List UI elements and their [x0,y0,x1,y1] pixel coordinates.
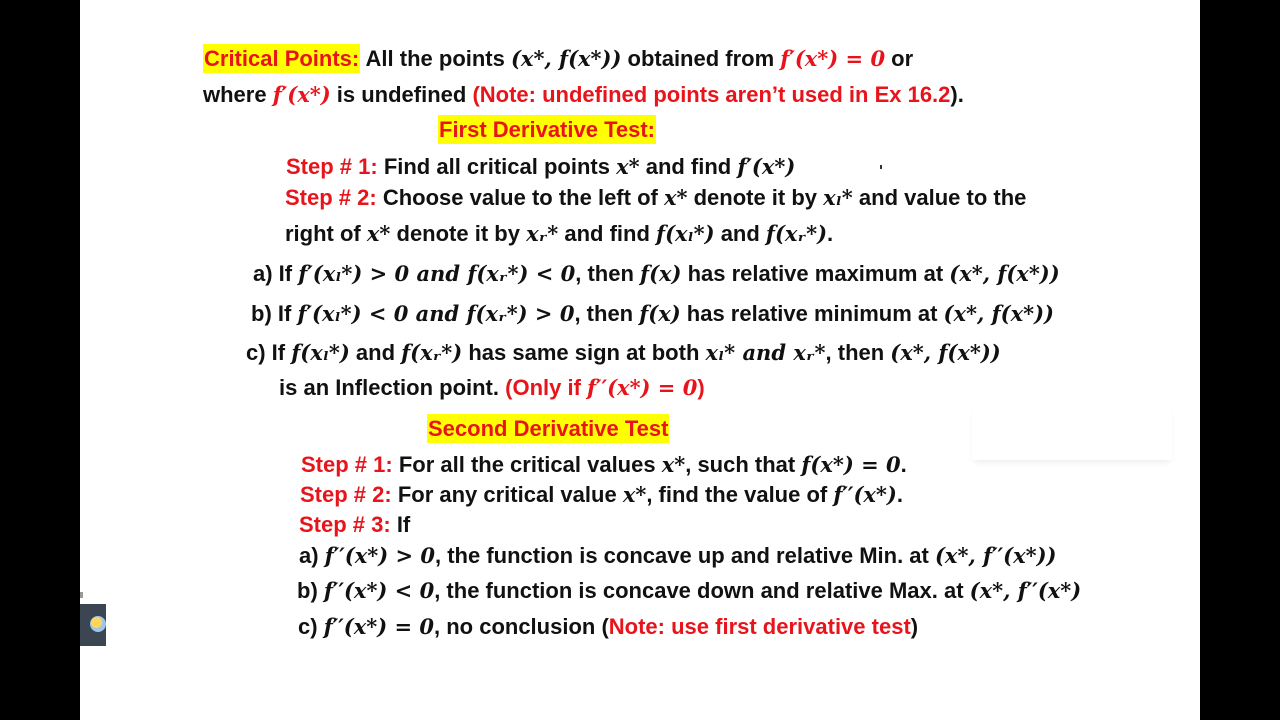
math-expression: (x*, f′′(x*)) [934,543,1057,568]
step-label: Step # 3: [299,512,391,537]
math-expression: f(x) [639,301,681,326]
note: (Only if [505,375,588,400]
math-expression: (x*, f(x*)) [890,340,1001,365]
math-expression: xᵣ* [526,221,559,246]
first-case-b [251,303,1054,325]
second-case-c [298,616,918,638]
text: , no conclusion ( [434,614,609,639]
text: and [714,221,766,246]
first-derivative-title [438,119,656,141]
math-expression: f′′(x*) > 0 [324,543,435,568]
first-step-2 [285,187,1026,209]
text: and [349,340,402,365]
text: , the function is concave up and relative Min. at [435,543,935,568]
text: . [827,221,834,246]
text: . [896,482,903,507]
second-step-3 [299,514,410,536]
critical-points-line-2 [203,84,964,106]
text: For any critical value [391,482,623,507]
math-expression: f(xᵣ*) [765,221,828,246]
second-derivative-title [427,418,669,440]
math-expression: f′(xₗ*) > 0 and f(xᵣ*) < 0 [298,261,576,286]
text: is an Inflection point. [279,375,506,400]
text: , then [574,301,640,326]
text: has relative minimum at [680,301,944,326]
text: obtained from [621,46,781,71]
math-expression: f′(x*) [737,154,796,179]
text: For all the critical values [392,452,662,477]
text: denote it by [390,221,527,246]
math-expression: x* [661,452,686,477]
math-expression: x* [616,154,640,179]
second-step-1 [301,454,907,476]
math-expression: xₗ* [823,185,853,210]
math-expression: f(x) [640,261,682,286]
text: a) [299,543,325,568]
text: c) If [246,340,292,365]
text: and find [639,154,738,179]
text: b) If [251,301,298,326]
note: (Note: undefined points aren’t used in Ex 16.2 [472,82,951,107]
math-expression: f′(xₗ*) < 0 and f(xᵣ*) > 0 [297,301,575,326]
math-expression: f(x*) = 0 [801,452,901,477]
text: , then [575,261,641,286]
step-label: Step # 1: [286,154,378,179]
math-expression: x* [622,482,647,507]
text: , find the value of [646,482,834,507]
text: Choose value to the left of [376,185,664,210]
overlay-box [972,405,1172,460]
math-expression: f(xᵣ*) [401,340,463,365]
math-expression: (x*, f(x*)) [943,301,1054,326]
first-case-c-continued [279,377,705,399]
critical-points-label: Critical Points: [204,46,360,71]
text: b) [297,578,324,603]
section-title: First Derivative Test: [439,117,656,142]
math-expression: f′(x*) [272,82,331,107]
math-expression: (x*, f(x*)) [510,46,622,71]
first-case-a [253,263,1060,285]
note: ) [697,375,705,400]
math-expression: x* [663,185,688,210]
step-label: Step # 1: [301,452,393,477]
section-title: Second Derivative Test [428,416,669,441]
first-step-2-continued [285,223,833,245]
step-label: Step # 2: [285,185,377,210]
text: ) [910,614,919,639]
text: where [203,82,273,107]
step-label: Step # 2: [300,482,392,507]
critical-points-line-1 [203,48,913,70]
text: is undefined [330,82,473,107]
math-expression: f′′(x*) = 0 [323,614,434,639]
cursor-mark [880,165,882,169]
text: All the points [360,46,511,71]
math-expression: f′′(x*) = 0 [587,375,698,400]
math-expression: f′′(x*) < 0 [323,578,435,603]
second-case-b [297,580,1081,602]
second-step-2 [300,484,903,506]
text: has relative maximum at [681,261,950,286]
text: denote it by [687,185,824,210]
second-case-a [299,545,1056,567]
text: and find [558,221,657,246]
first-step-1 [286,156,795,178]
text: c) [298,614,324,639]
math-expression: (x*, f(x*)) [949,261,1060,286]
text: Find all critical points [377,154,617,179]
text: , the function is concave down and relative Max. at [434,578,970,603]
text: and value to the [852,185,1027,210]
math-expression: f′(x*) = 0 [780,46,886,71]
math-expression: f(xₗ*) [656,221,715,246]
text: has same sign at both [462,340,706,365]
math-expression: (x*, f′′(x*) [969,578,1082,603]
text: If [390,512,411,537]
text: or [885,46,914,71]
text: , such that [685,452,802,477]
weather-icon[interactable] [90,616,106,632]
slide-edge-marker [80,592,83,598]
text: . [900,452,907,477]
text: , then [825,340,891,365]
text: ). [950,82,964,107]
math-expression: xₗ* and xᵣ* [705,340,826,365]
text: right of [285,221,367,246]
math-expression: x* [366,221,391,246]
first-case-c [246,342,1001,364]
math-expression: f(xₗ*) [291,340,350,365]
note: Note: use first derivative test [608,614,911,639]
math-expression: f′′(x*) [833,482,897,507]
text: a) If [253,261,299,286]
